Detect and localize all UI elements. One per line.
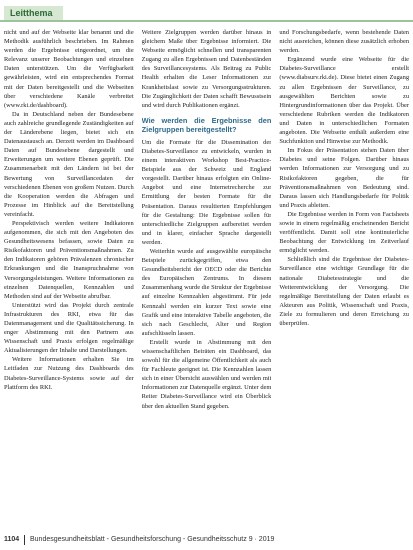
header-bar xyxy=(0,0,413,26)
header-rule xyxy=(0,20,413,22)
paragraph: Erstellt wurde in Abstimmung mit den wissenschaftlichen Beiräten ein Dashboard, das sowohl für die allgemeine Öffentlichkeit als auch für Fachleute geeignet ist. Die Kennzahlen lassen sich in einer Übersicht auswählen und werden mit Informationen zur Datenquelle ergänzt. Unter dem Reiter Diabetes-Surveillance wird ein Überblick über den aktuellen Stand gegeben. xyxy=(141,338,272,410)
paragraph: Unterstützt wird das Projekt durch zentrale Infrastrukturen des RKI, etwa für das Datenmanagement und die Qualitätssicherung. In enger Abstimmung mit den Partnern aus Wissenschaft und Praxis erfolgen regelmäßige Aktualisierungen der Inhalte und Darstellungen. xyxy=(4,301,134,355)
paragraph: Da in Deutschland neben der Bundesebene auch zahlreiche grundlegende Zuständigkeiten auf der Länderebene liegen, bietet sich ein Datenaustausch an. Derzeit werden im Dashboard Daten auf Bundesebene dargestellt und Erweiterungen um weitere Ebenen geprüft. Die Zusammenarbeit mit den Ländern ist bei der Bewertung von Surveillancedaten der verschiedenen Ebenen von großem Nutzen. Durch die Kooperation werden die Abfragen und Prozesse im Hinblick auf die Bereitstellung vereinfacht. xyxy=(4,110,134,218)
paragraph: Um die Formate für die Dissemination der Diabetes-Surveillance zu entwickeln, wurden in einem interaktiven Workshop Best-Practice-Beispiele aus der Schweiz und England vorgestellt. Darüber hinaus erfolgten ein Online-Angebot und eine Internetrecherche zur Ermittlung der besten Formate für die Präsentation. Daraus resultierten Empfehlungen für die Gestaltung: Die Ergebnisse sollen für unterschiedliche Zielgruppen aufbereitet werden und in klarer, einfacher Sprache dargestellt werden. xyxy=(141,138,272,246)
section-heading: Wie werden die Ergebnisse den Zielgruppen bereitgestellt? xyxy=(141,115,272,134)
paragraph: Schließlich sind die Ergebnisse der Diabetes-Surveillance eine wichtige Grundlage für die nationale Diabetesstrategie und die Weiterentwicklung der Versorgung. Die regelmäßige Bereitstellung der Daten erlaubt es Akteuren aus Politik, Wissenschaft und Praxis, Ziele zu formulieren und deren Erreichung zu überprüfen. xyxy=(279,256,410,327)
column-3 xyxy=(279,28,409,526)
paragraph: Weitere Zielgruppen werden darüber hinaus in gleichem Maße über Ergebnisse informiert. Die Webseite ermöglicht schnellen und transparenten Zugang zu allen Ergebnissen und Datenbeständen des Surveillancesystems. Als Beitrag zu Public Health erhalten die Leser Informationen zur Krankheitslast sowie zu Versorgungsstrukturen. Die Zugänglichkeit der Daten schafft Bewusstsein und wird durch Publikationen ergänzt. xyxy=(141,29,272,109)
page-footer xyxy=(0,532,413,550)
paragraph: Weiterhin wurde auf ausgewählte europäische Beispiele zurückgegriffen, etwa den Gesundheitsbericht der OECD oder die Berichte des Europäischen Zentrums. In diesem Zusammenhang wurde die Struktur der Ergebnisse auf einzelne Kennzahlen abgestimmt. Für jede Kennzahl werden ein kurzer Text sowie eine Grafik und eine interaktive Tabelle angeboten, die sich nach Geschlecht, Alter und Region aufschlüsseln lassen. xyxy=(141,247,272,337)
paragraph: und Forschungsbedarfe, wenn bestehende Daten nicht ausreichen, können diese zusätzlich erhoben werden. xyxy=(279,29,410,55)
paragraph: Die Ergebnisse werden in Form von Factsheets sowie in einem regelmäßig erscheinenden Bericht veröffentlicht. Damit soll eine kontinuierliche Beobachtung der Entwicklung im Zeitverlauf ermöglicht werden. xyxy=(279,210,410,255)
footer-divider xyxy=(24,535,25,545)
paragraph: Im Fokus der Präsentation stehen Daten über Diabetes und seine Folgen. Darüber hinaus werden Informationen zur Versorgung und zu Risikofaktoren gegeben, die für Präventionsmaßnahmen von Bedeutung sind. Daraus lassen sich Handlungsbedarfe für Politik und Praxis ableiten. xyxy=(279,147,410,209)
article-columns xyxy=(4,28,409,526)
paragraph: Perspektivisch werden weitere Indikatoren aufgenommen, die sich mit den Angeboten des Gesundheitswesens befassen, sowie Daten zu Risikofaktoren und Präventionsmaßnahmen. Zu den Indikatoren gehören Prävalenzen chronischer Erkrankungen und die Inanspruchnahme von Versorgungsleistungen. Weitere Informationen zu einzelnen Datenquellen, Kennzahlen und Methoden sind auf der Webseite abrufbar. xyxy=(4,219,134,300)
paragraph: nicht und auf der Webseite klar benannt und die Methodik ausführlich beschrieben. Im Rahmen werden die Ergebnisse eingeordnet, um die Relevanz unserer Beobachtungen und einzelnen Daten unterstützen. Um die Verfügbarkeit gewährleisten, wird ein entsprechendes Format mit der Daten bereitgestellt und die Webseiten über verschiedene Kanäle verbreitet (www.rki.de/dashboard). xyxy=(4,29,134,109)
page-number: 1104 xyxy=(4,536,20,543)
column-2 xyxy=(142,28,272,526)
paragraph: Ergänzend wurde eine Webseite für die Diabetes-Surveillance erstellt (www.diabsurv.rki.de). Diese bietet einen Zugang zu allen Ergebnissen der Surveillance, zu ausgewählten Berichten sowie zu Hintergrundinformationen über das Projekt. Über verschiedene Rubriken werden die Indikatoren und Daten in unterschiedlichen Formaten angeboten. Die Webseite enthält außerdem eine Suchfunktion und Hinweise zur Methodik. xyxy=(279,56,410,146)
column-1 xyxy=(4,28,134,526)
journal-citation: Bundesgesundheitsblatt - Gesundheitsforschung - Gesundheitsschutz 9 · 2019 xyxy=(30,536,275,543)
section-label: Leitthema xyxy=(4,6,63,20)
paragraph: Weitere Informationen erhalten Sie im Leitfaden zur Nutzung des Dashboards des Diabetes-Surveillance-Systems sowie auf der Plattform des RKI. xyxy=(4,356,134,391)
